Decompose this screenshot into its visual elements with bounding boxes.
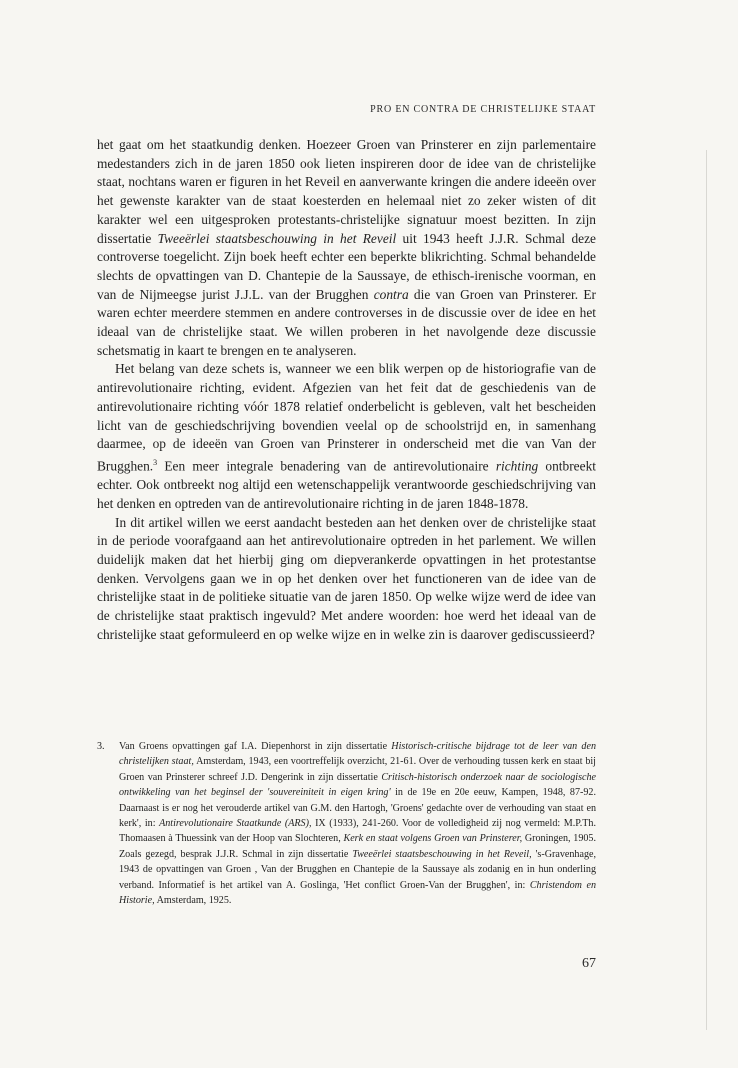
page-edge-divider bbox=[706, 150, 707, 1030]
paragraph-1 bbox=[97, 136, 596, 360]
footnote-reference[interactable]: 3 bbox=[153, 457, 158, 467]
text-run: IX (1933), 241-260. Voor de volledigheid zij nog vermeld: M.P.Th. Thomaasen à Thuessink van der Hoop van Slochteren, bbox=[119, 818, 597, 845]
text-run: in de 19e en 20e eeuw, Kampen, 1948, 87-92. Daarnaast is er nog het verouderde artikel van G.M. den Hartogh, 'Groens' gedachte over de verhouding van staat en kerk', in: bbox=[119, 787, 596, 830]
footnote-text bbox=[119, 739, 596, 908]
footnote-3 bbox=[97, 739, 596, 908]
cited-title: Critisch-historisch onderzoek naar de sociologische ontwikkeling van het beginsel der 'souvereiniteit in eigen kring' bbox=[119, 771, 596, 799]
richting-italic: richting bbox=[495, 458, 539, 474]
cited-title: Kerk en staat volgens Groen van Prinsterer, bbox=[343, 833, 523, 845]
cited-title: Tweeërlei staatsbeschouwing in het Reveil, bbox=[352, 848, 532, 860]
footnotes bbox=[97, 739, 596, 908]
text-run: uit 1943 heeft J.J.R. Schmal deze controverse toegelicht. Zijn boek heeft echter een beperkte blikrichting. Schmal behandelde slechts de opvattingen van D. Chantepie de la Saussaye, de ethisch-irenische voorman, en van de Nijmeegse jurist J.J.L. van der Brugghen bbox=[97, 230, 596, 302]
body-text bbox=[97, 136, 596, 644]
cited-title: Antirevolutionaire Staatkunde (ARS), bbox=[159, 818, 312, 830]
text-run: Amsterdam, 1925. bbox=[154, 895, 232, 907]
text-run: die van Groen van Prinsterer. Er waren echter meerdere stemmen en andere controverses in de discussie over de idee en het ideaal van de christelijke staat. We willen proberen in het navolgende deze discussie schetsmatig in kaart te brengen en te analyseren. bbox=[97, 286, 596, 358]
book-title-italic: Tweeërlei staatsbeschouwing in het Reveil bbox=[157, 230, 397, 246]
text-run: Van Groens opvattingen gaf I.A. Diepenhorst in zijn dissertatie bbox=[119, 741, 392, 752]
cited-title: Christendom en Historie, bbox=[119, 879, 596, 907]
cited-title: Historisch-critische bijdrage tot de leer van den christelijken staat, bbox=[119, 741, 597, 768]
text-run: het gaat om het staatkundig denken. Hoezeer Groen van Prinsterer en zijn parlementaire medestanders zich in de jaren 1850 ook lieten inspireren door de idee van de christelijke staat, nochtans waren er figuren in het Reveil en aanverwante kringen die andere ideeën over het gewenste karakter van de staat koesterden en helemaal niet zo zeker wisten of dit karakter wel een uitgesproken protestants-christelijke signatuur moest bezitten. In zijn dissertatie bbox=[97, 137, 596, 246]
text-run: ontbreekt echter. Ook ontbreekt nog altijd een wetenschappelijk verantwoorde geschiedschrijving van het denken en optreden van de antirevolutionaire richting in de jaren 1848-1878. bbox=[97, 458, 596, 511]
paragraph-2 bbox=[97, 360, 596, 513]
text-run: 's-Gravenhage, 1943 de opvattingen van Groen , Van der Brugghen en Chantepie de la Saussaye als zodanig en in hun onderling verband. Informatief is het artikel van A. Goslinga, 'Het conflict Groen-Van der Brugghen', in: bbox=[119, 848, 597, 891]
page-number: 67 bbox=[582, 956, 596, 971]
text-run: Amsterdam, 1943, een voortreffelijk overzicht, 21-61. Over de verhouding tussen kerk en staat bij Groen van Prinsterer schreef J.D. Dengerink in zijn dissertatie bbox=[119, 756, 596, 783]
running-head: PRO EN CONTRA DE CHRISTELIJKE STAAT bbox=[370, 104, 596, 115]
text-run: Groningen, 1905. Zoals gezegd, besprak J.J.R. Schmal in zijn dissertatie bbox=[119, 833, 596, 860]
text-run: Het belang van deze schets is, wanneer we een blik werpen op de historiografie van de antirevolutionaire richting, evident. Afgezien van het feit dat de geschiedenis van de antirevolutionaire richting vóór 1878 relatief onderbelicht is gebleven, valt het bescheiden licht van de geschiedschrijving bovendien veelal op de schoolstrijd en, in samenhang daarmee, op de ideeën van Groen van Prinsterer in onderscheid met die van Van der Brugghen. bbox=[97, 361, 596, 474]
contra-italic: contra bbox=[373, 286, 409, 302]
footnote-number: 3. bbox=[97, 741, 105, 752]
paragraph-3: In dit artikel willen we eerst aandacht besteden aan het denken over de christelijke staat in de periode voorafgaand aan het antirevolutionaire optreden in het parlement. We willen duidelijk maken dat het hierbij ging om diepverankerde opvattingen in het protestantse denken. Vervolgens gaan we in op het denken over het functioneren van de idee van de christelijke staat in de politieke situatie van de jaren 1850. Op welke wijze werd de idee van de christelijke staat praktisch ingevuld? Met andere woorden: hoe werd het ideaal van de christelijke staat geformuleerd en op welke wijze en in welke zin is daarover gediscussieerd? bbox=[97, 514, 596, 642]
text-run: Een meer integrale benadering van de antirevolutionaire bbox=[157, 458, 496, 474]
